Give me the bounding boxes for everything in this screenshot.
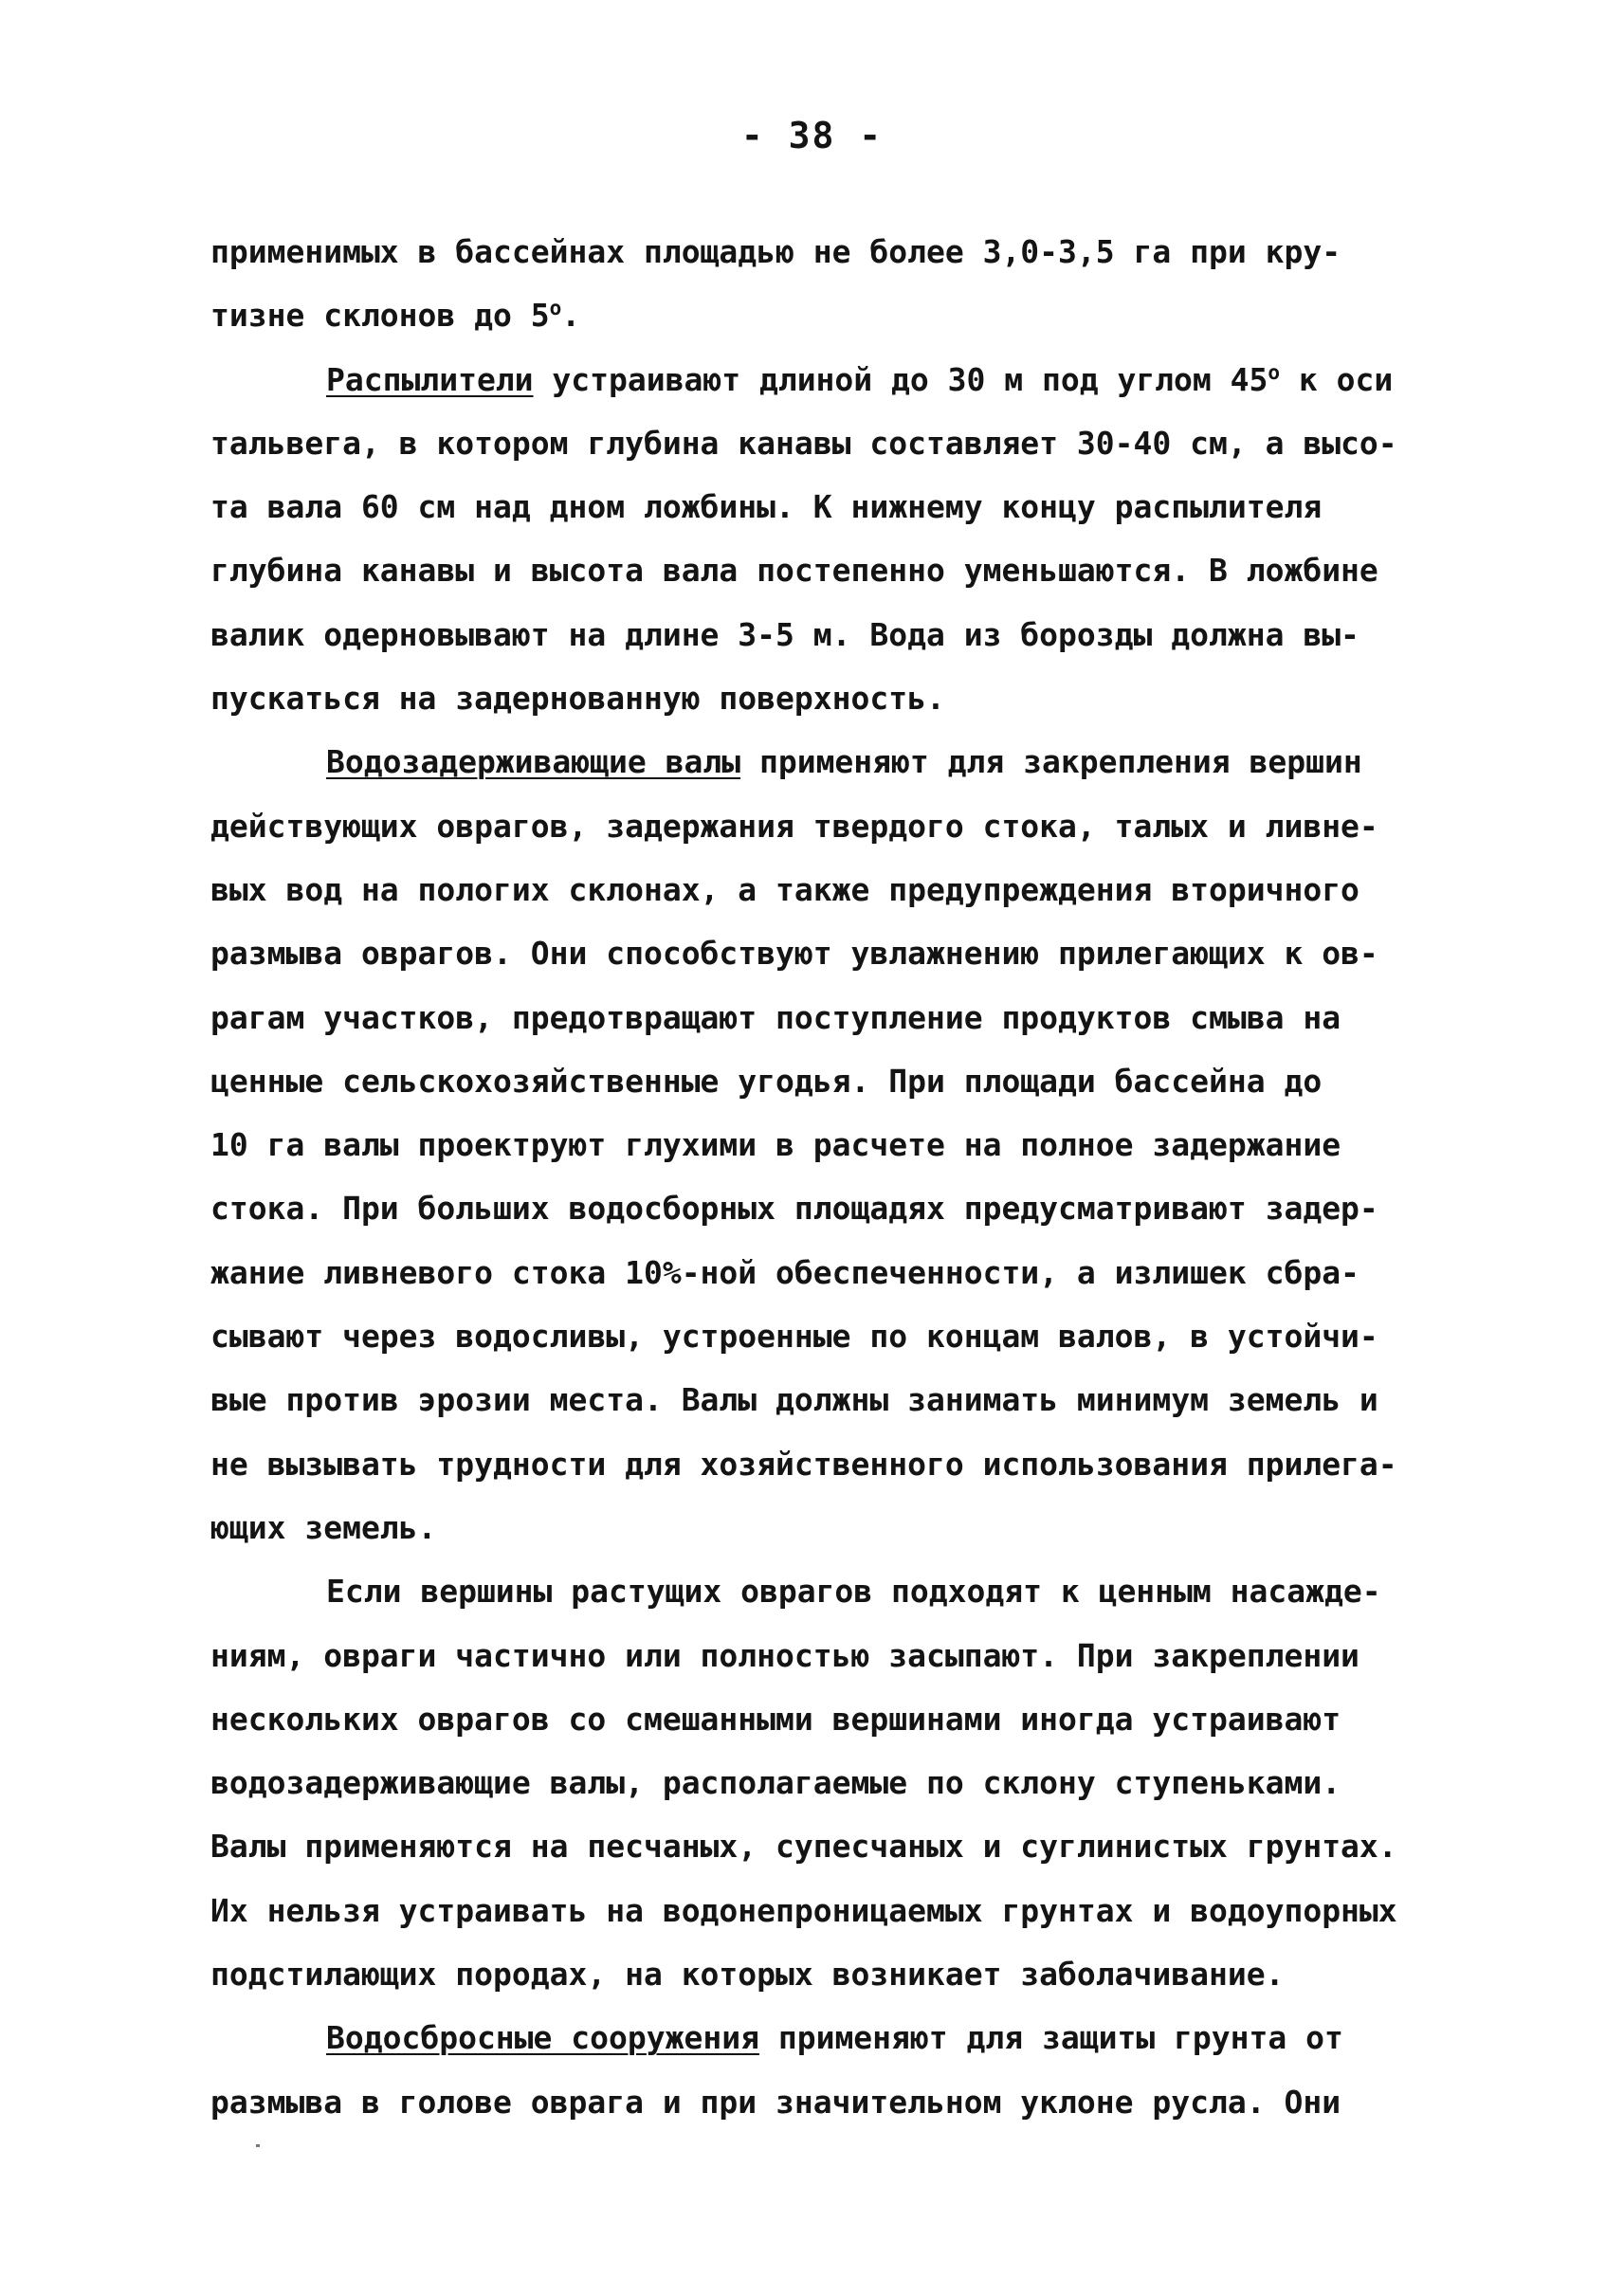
text-line xyxy=(210,858,1481,921)
paragraph xyxy=(210,2006,1481,2134)
text-run: ниям, овраги частично или полностью засыпают. При закреплении xyxy=(210,1636,1359,1674)
text-line xyxy=(210,1751,1481,1814)
text-line xyxy=(210,1814,1481,1878)
body-text xyxy=(210,220,1481,2134)
text-line xyxy=(210,2006,1481,2069)
text-run: 10 га валы проектруют глухими в расчете на полное задержание xyxy=(210,1126,1341,1164)
text-line xyxy=(210,2070,1481,2134)
text-run: не вызывать трудности для хозяйственного использования прилега- xyxy=(210,1445,1397,1483)
text-run: вых вод на пологих склонах, а также предупреждения вторичного xyxy=(210,870,1359,908)
text-run: валик одерновывают на длине 3-5 м. Вода из борозды должна вы- xyxy=(210,615,1359,653)
text-line xyxy=(210,348,1481,411)
text-line xyxy=(210,666,1481,730)
text-line xyxy=(210,475,1481,538)
text-line xyxy=(210,1368,1481,1431)
text-line xyxy=(210,1879,1481,1942)
text-line xyxy=(210,1241,1481,1304)
text-line xyxy=(210,1942,1481,2006)
text-run: размыва оврагов. Они способствуют увлажнению прилегающих к ов- xyxy=(210,935,1378,973)
text-line xyxy=(210,794,1481,858)
text-line xyxy=(210,1304,1481,1368)
degree-superscript: о xyxy=(1268,360,1281,384)
text-run: та вала 60 см над дном ложбины. К нижнему концу распылителя xyxy=(210,488,1323,526)
underlined-term: Водосбросные сооружения xyxy=(326,2019,759,2057)
text-run: жание ливневого стока 10%-ной обеспеченности, а излишек сбра- xyxy=(210,1253,1359,1291)
text-run: размыва в голове оврага и при значительном уклоне русла. Они xyxy=(210,2083,1341,2121)
text-run: применяют для защиты грунта от xyxy=(758,2019,1343,2057)
text-line xyxy=(210,1496,1481,1559)
page-number: - 38 - xyxy=(740,115,884,156)
text-line xyxy=(210,1687,1481,1751)
text-line xyxy=(210,1559,1481,1623)
scan-speck xyxy=(256,2144,260,2147)
text-run: применимых в бассейнах площадью не более 3,0-3,5 га при кру- xyxy=(210,233,1341,270)
text-line xyxy=(210,411,1481,475)
text-run: ценные сельскохозяйственные угодья. При площади бассейна до xyxy=(210,1062,1323,1100)
text-line xyxy=(210,730,1481,793)
text-run: глубина канавы и высота вала постепенно уменьшаются. В ложбине xyxy=(210,552,1378,590)
text-line xyxy=(210,1624,1481,1687)
text-run: водозадерживающие валы, располагаемые по склону ступеньками. xyxy=(210,1764,1341,1802)
text-run: тальвега, в котором глубина канавы составляет 30-40 см, а высо- xyxy=(210,424,1397,462)
paragraph xyxy=(210,220,1481,348)
text-run: вые против эрозии места. Валы должны занимать минимум земель и xyxy=(210,1381,1378,1419)
text-line xyxy=(210,986,1481,1049)
text-run: Их нельзя устраивать на водонепроницаемых грунтах и водоупорных xyxy=(210,1891,1397,1929)
text-run: стока. При больших водосборных площадях предусматривают задер- xyxy=(210,1190,1378,1228)
underlined-term: Водозадерживающие валы xyxy=(326,743,741,781)
paragraph xyxy=(210,1559,1481,2006)
text-run: нескольких оврагов со смешанными вершинами иногда устраивают xyxy=(210,1700,1341,1738)
degree-superscript: о xyxy=(549,297,562,320)
text-run: ющих земель. xyxy=(210,1508,437,1546)
text-line xyxy=(210,1176,1481,1240)
text-run: пускаться на задернованную поверхность. xyxy=(210,680,945,718)
text-run: тизне склонов до 5 xyxy=(210,297,550,335)
underlined-term: Распылители xyxy=(326,360,534,398)
text-line xyxy=(210,1113,1481,1176)
text-run: к оси xyxy=(1280,360,1394,398)
text-run: применяют для закрепления вершин xyxy=(740,743,1362,781)
text-line xyxy=(210,1432,1481,1496)
text-line xyxy=(210,1049,1481,1113)
text-line xyxy=(210,220,1481,283)
paragraph xyxy=(210,348,1481,731)
text-run: рагам участков, предотвращают поступление продуктов смыва на xyxy=(210,998,1341,1036)
text-run: Если вершины растущих оврагов подходят к ценным насажде- xyxy=(326,1573,1381,1611)
text-line xyxy=(210,603,1481,666)
paragraph xyxy=(210,730,1481,1559)
text-run: подстилающих породах, на которых возникает заболачивание. xyxy=(210,1956,1285,1994)
text-line xyxy=(210,921,1481,985)
text-run: действующих оврагов, задержания твердого стока, талых и ливне- xyxy=(210,807,1378,845)
text-run: устраивают длиной до 30 м под углом 45 xyxy=(533,360,1268,398)
text-line xyxy=(210,538,1481,602)
text-line xyxy=(210,283,1481,347)
text-run: . xyxy=(561,297,581,335)
text-run: сывают через водосливы, устроенные по концам валов, в устойчи- xyxy=(210,1318,1378,1356)
text-run: Валы применяются на песчаных, супесчаных и суглинистых грунтах. xyxy=(210,1828,1397,1866)
